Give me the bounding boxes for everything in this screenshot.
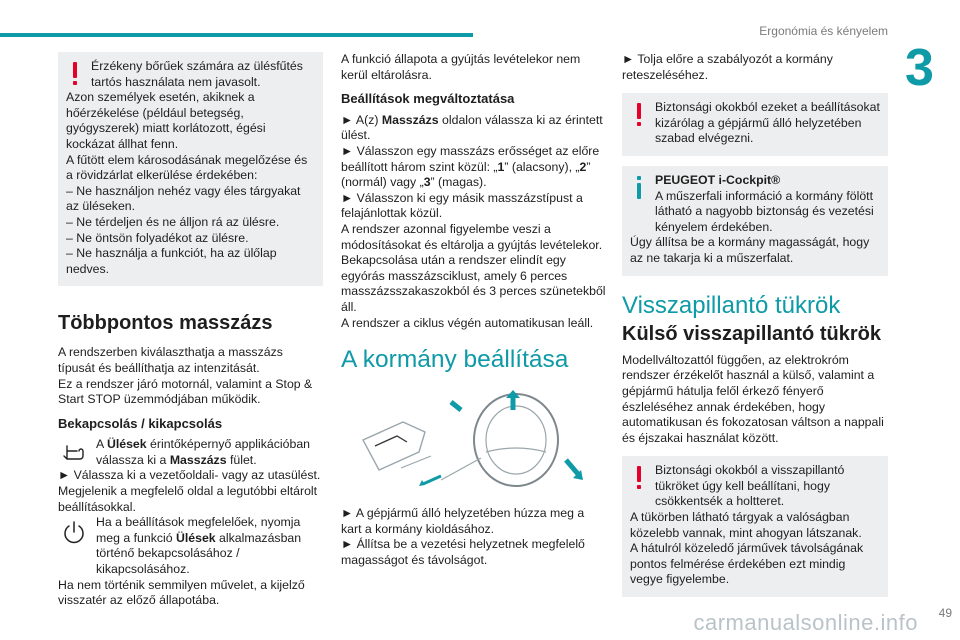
instruction-text: A rendszer azonnal figyelembe veszi a módosításokat és eltárolja a gyújtás levételekor. (341, 221, 603, 252)
instruction-step: ► Válasszon egy masszázs erősséget az előre beállított három szint közül: „1” (alacsony), „2” (normál) vagy „3” (magas). (341, 143, 600, 190)
massage-intro: Ez a rendszer járó motornál, valamint a Stop & Start STOP üzemmódjában működik. (58, 376, 313, 407)
power-button-icon (58, 517, 90, 547)
running-title: Ergonómia és kényelem (759, 24, 888, 38)
warning-box-steering (622, 93, 888, 156)
warning-box-mirrors (622, 456, 888, 597)
column-3 (622, 52, 888, 597)
massage-heading: Többpontos masszázs (58, 312, 273, 335)
instruction-step: ► Válassza ki a vezetőoldali- vagy az utasülést. (58, 468, 321, 483)
instruction-text: Megjelenik a megfelelő oldal a legutóbbi eltárolt beállításokkal. (58, 484, 318, 514)
info-lead: A műszerfali információ a kormány fölött látható a nagyobb biztonság és vezetési kényelem érdekében. (655, 188, 874, 234)
onoff-heading: Bekapcsolás / kikapcsolás (58, 415, 223, 431)
page-number: 49 (938, 606, 952, 620)
column-2 (341, 52, 606, 568)
warning-icon (66, 61, 84, 87)
warning-lead: Biztonsági okokból a visszapillantó tükröket úgy kell beállítani, hogy csökkentsék a holtteret. (655, 463, 845, 509)
mirrors-heading: Visszapillantó tükrök (622, 291, 841, 319)
instruction-step: ► Tolja előre a szabályozót a kormány reteszeléséhez. (622, 52, 833, 82)
massage-intro: A rendszerben kiválaszthatja a masszázs típusát és beállíthatja az intenzitását. (58, 345, 283, 375)
column-1 (58, 52, 323, 609)
header-accent-bar (0, 33, 473, 37)
steering-wheel-image (341, 390, 606, 496)
steering-heading: A kormány beállítása (341, 346, 569, 374)
info-box-icockpit (622, 166, 888, 276)
watermark: carmanualsonline.info (693, 610, 918, 635)
instruction-step: ► A(z) Masszázs oldalon válassza ki az érintett ülést. (341, 112, 603, 143)
warning-icon (630, 465, 648, 491)
instruction-text: A rendszer a ciklus végén automatikusan leáll. (341, 315, 594, 330)
warning-lead: Biztonsági okokból ezeket a beállításokat kizárólag a gépjármű álló helyzetében szabad elvégezni. (655, 100, 880, 146)
change-settings-heading: Beállítások megváltoztatása (341, 91, 515, 107)
info-title: PEUGEOT i-Cockpit® (655, 172, 781, 187)
warning-lead: Érzékeny bőrűek számára az ülésfűtés tartós használata nem javasolt. (91, 59, 303, 89)
power-instruction: Ha a beállítások megfelelőek, nyomja meg a funkció Ülések alkalmazásban történő bekapcsolásához / kikapcsolásához. (58, 515, 323, 577)
warning-text: A hátulról közeledő járművek távolságának pontos felmérése érdekében ezt mindig vegye figyelembe. (630, 541, 864, 587)
warning-list-item: – Ne használjon nehéz vagy éles tárgyakat az üléseken. (66, 183, 301, 214)
warning-list-item: – Ne térdeljen és ne álljon rá az ülésre. (66, 214, 280, 229)
warning-icon (630, 102, 648, 128)
warning-text: A fűtött elem károsodásának megelőzése és a rövidzárlat elkerülése érdekében: (66, 152, 308, 183)
warning-text: Azon személyek esetén, akiknek a hőérzékelése (például betegség, gyógyszerek) miatt korlátozott, égési kockázat állhat fenn. (66, 90, 266, 151)
instruction-step: ► Állítsa be a vezetési helyzetnek megfelelő magasságot és távolságot. (341, 537, 585, 567)
instruction-step: ► A gépjármű álló helyzetében húzza meg a kart a kormány kioldásához. (341, 506, 585, 536)
warning-list-item: – Ne öntsön folyadékot az ülésre. (66, 230, 249, 245)
warning-text: A tükörben látható tárgyak a valóságban közelebb vannak, mint ahogyan látszanak. (630, 510, 862, 540)
info-icon (630, 175, 648, 201)
instruction-text: Ha nem történik semmilyen művelet, a kijelző visszatér az előző állapotába. (58, 577, 305, 608)
exterior-mirrors-heading: Külső visszapillantó tükrök (622, 323, 881, 346)
intro-text: A funkció állapota a gyújtás levételekor nem kerül eltárolásra. (341, 52, 581, 82)
info-text: Úgy állítsa be a kormány magasságát, hogy az ne takarja ki a műszerfalat. (630, 235, 870, 265)
touch-hand-icon (58, 439, 90, 469)
instruction-step: ► Válasszon ki egy másik masszázstípust a felajánlottak közül. (341, 190, 583, 221)
exterior-mirrors-text: Modellváltozattól függően, az elektrokróm rendszer érzékelőt használ a külső, valamint a gépjármű hátulja felől érkező fényerő észleléséhez annak érdekében, hogy automatikusan és fokozatosan váltson a nappali és éjszakai használat között. (622, 352, 884, 445)
steering-adjustment-illustration (341, 390, 606, 496)
warning-list-item: – Ne használja a funkciót, ha az ülőlap nedves. (66, 246, 277, 276)
touchscreen-instruction: A Ülések érintőképernyő applikációban válassza ki a Masszázs fület. (58, 437, 323, 468)
instruction-text: Bekapcsolása után a rendszer elindít egy egyórás masszázsciklust, amely 6 perces masszázsszakaszokból és 3 perces szünetekből áll. (341, 253, 606, 314)
chapter-number: 3 (905, 39, 934, 97)
warning-box-seat-heating (58, 52, 323, 286)
